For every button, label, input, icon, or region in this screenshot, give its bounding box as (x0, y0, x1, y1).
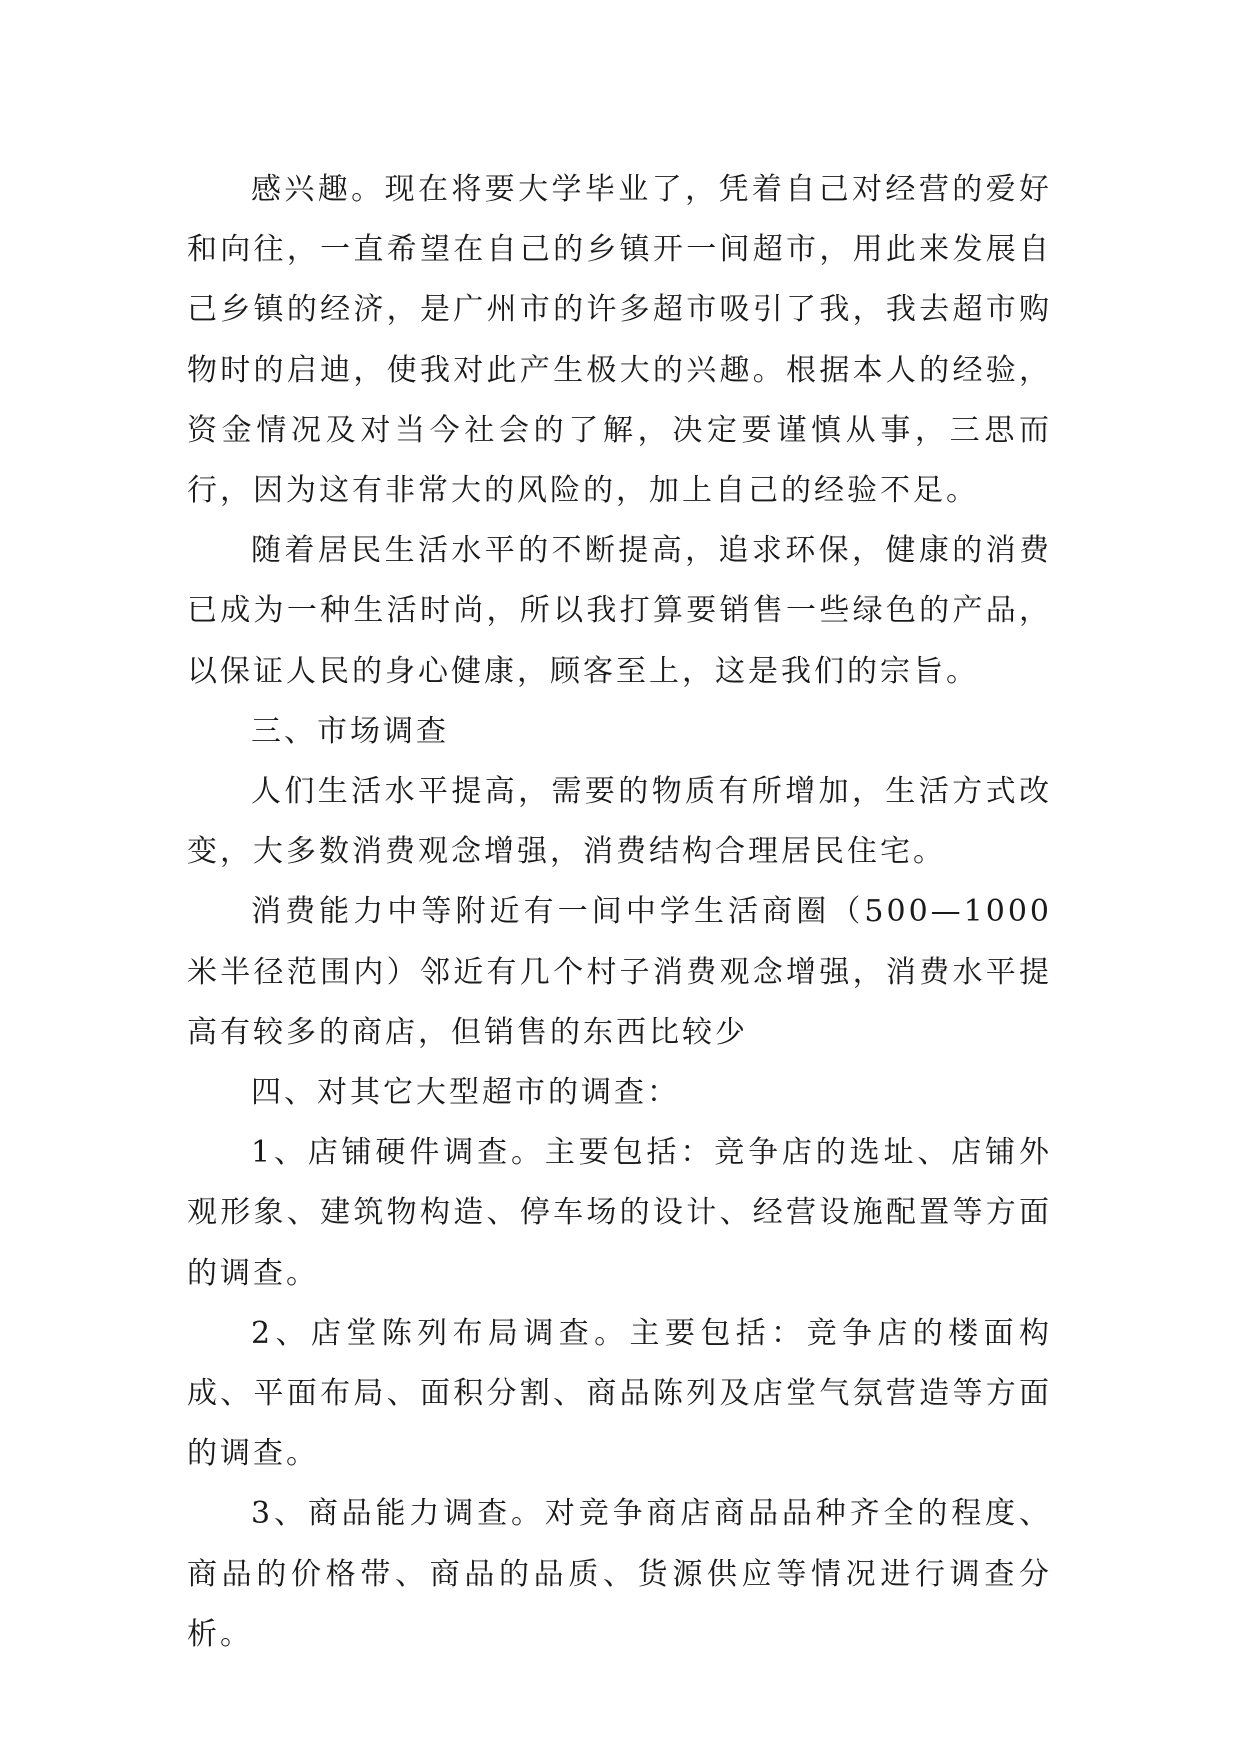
list-item-store-layout: 2、店堂陈列布局调查。主要包括：竞争店的楼面构成、平面布局、面积分割、商品陈列及店堂气氛营造等方面的调查。 (187, 1315, 1052, 1472)
document-body (187, 160, 1052, 1665)
list-item-store-hardware: 1、店铺硬件调查。主要包括：竞争店的选址、店铺外观形象、建筑物构造、停车场的设计、经营设施配置等方面的调查。 (187, 1135, 1052, 1291)
paragraph-consumption-capacity: 消费能力中等附近有一间中学生活商圈（500—1000米半径范围内）邻近有几个村子消费观念增强，消费水平提高有较多的商店，但销售的东西比较少 (187, 894, 1052, 1050)
paragraph-intro-continued: 感兴趣。现在将要大学毕业了，凭着自己对经营的爱好和向往，一直希望在自己的乡镇开一间超市，用此来发展自己乡镇的经济，是广州市的许多超市吸引了我，我去超市购物时的启迪，使我对此产生极大的兴趣。根据本人的经验，资金情况及对当今社会的了解，决定要谨慎从事，三思而行，因为这有非常大的风险的，加上自己的经验不足。 (187, 172, 1052, 509)
paragraph-green-products: 随着居民生活水平的不断提高，追求环保，健康的消费已成为一种生活时尚，所以我打算要销售一些绿色的产品，以保证人民的身心健康，顾客至上，这是我们的宗旨。 (187, 533, 1052, 689)
list-item-merchandise-capability: 3、商品能力调查。对竞争商店商品品种齐全的程度、商品的价格带、商品的品质、货源供应等情况进行调查分析。 (187, 1496, 1052, 1652)
section-heading-competitor-survey: 四、对其它大型超市的调查： (251, 1075, 680, 1111)
section-heading-market-survey: 三、市场调查 (251, 713, 449, 749)
paragraph-living-standards: 人们生活水平提高，需要的物质有所增加，生活方式改变，大多数消费观念增强，消费结构合理居民住宅。 (187, 774, 1052, 870)
